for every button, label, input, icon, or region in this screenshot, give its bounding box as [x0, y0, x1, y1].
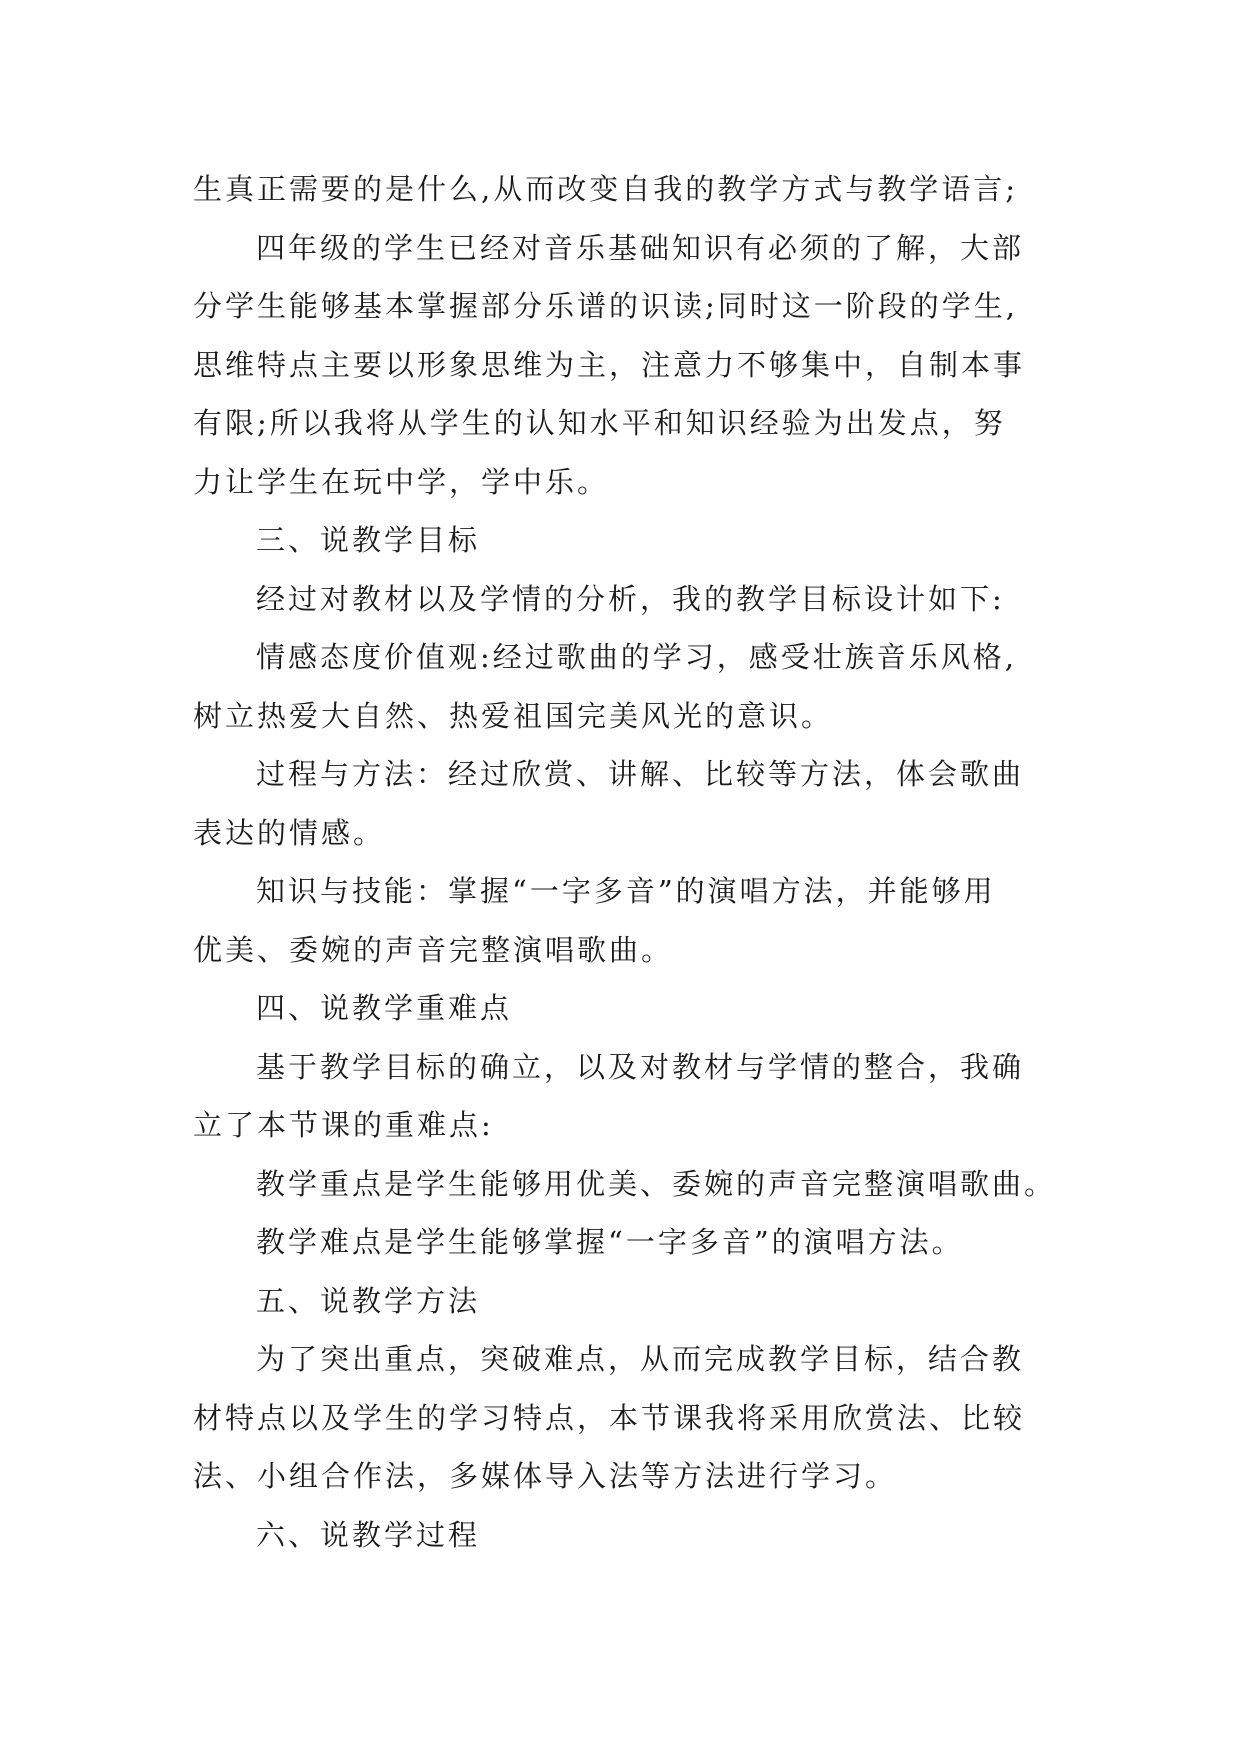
- text-line: 力让学生在玩中学，学中乐。: [193, 464, 610, 499]
- paragraph-start: 教学重点是学生能够用优美、委婉的声音完整演唱歌曲。: [256, 1166, 1057, 1201]
- text-line: 思维特点主要以形象思维为主，注意力不够集中，自制本事: [193, 347, 1026, 382]
- text-line: 分学生能够基本掌握部分乐谱的识读;同时这一阶段的学生,: [193, 289, 1018, 323]
- text-line: 法、小组合作法，多媒体导入法等方法进行学习。: [193, 1459, 898, 1493]
- section-heading: 三、说教学目标: [256, 523, 481, 557]
- text-line: 有限;所以我将从学生的认知水平和知识经验为出发点，努: [193, 406, 1006, 440]
- text-line: 树立热爱大自然、热爱祖国完美风光的意识。: [193, 698, 834, 733]
- text-line: 表达的情感。: [193, 815, 386, 850]
- paragraph-start: 基于教学目标的确立，以及对教材与学情的整合，我确: [256, 1049, 1025, 1084]
- text-line: 优美、委婉的声音完整演唱歌曲。: [193, 932, 674, 967]
- paragraph-start: 经过对教材以及学情的分析，我的教学目标设计如下:: [256, 581, 1005, 616]
- section-heading: 六、说教学过程: [256, 1517, 481, 1552]
- paragraph-start: 知识与技能：掌握“一字多音”的演唱方法，并能够用: [256, 874, 996, 908]
- section-heading: 四、说教学重难点: [256, 991, 513, 1025]
- text-line: 材特点以及学生的学习特点，本节课我将采用欣赏法、比较: [193, 1400, 1026, 1435]
- paragraph-start: 情感态度价值观:经过歌曲的学习，感受壮族音乐风格,: [256, 640, 1017, 674]
- text-line: 立了本节课的重难点:: [193, 1108, 494, 1142]
- paragraph-start: 四年级的学生已经对音乐基础知识有必须的了解，大部: [256, 230, 1025, 265]
- section-heading: 五、说教学方法: [256, 1283, 481, 1318]
- text-line: 生真正需要的是什么,从而改变自我的教学方式与教学语言;: [193, 172, 1018, 206]
- document-body: [193, 160, 1057, 1564]
- paragraph-start: 教学难点是学生能够掌握“一字多音”的演唱方法。: [256, 1225, 964, 1259]
- paragraph-start: 为了突出重点，突破难点，从而完成教学目标，结合教: [256, 1342, 1025, 1376]
- paragraph-start: 过程与方法：经过欣赏、讲解、比较等方法，体会歌曲: [256, 757, 1025, 791]
